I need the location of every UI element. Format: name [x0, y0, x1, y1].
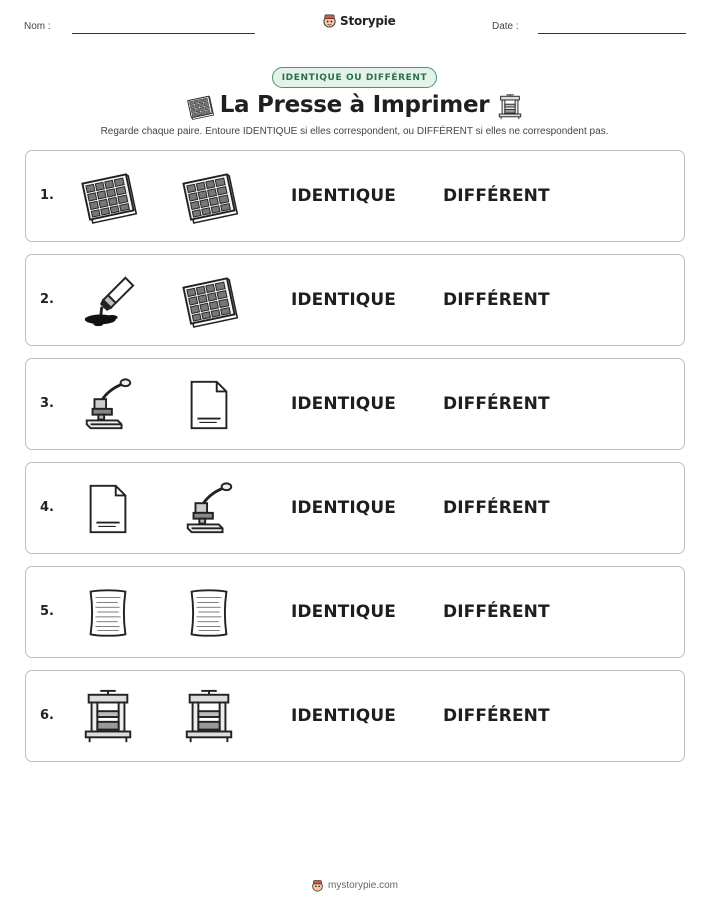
option-identique[interactable]: IDENTIQUE — [291, 186, 396, 206]
item-right-picture — [180, 481, 238, 537]
option-identique[interactable]: IDENTIQUE — [291, 290, 396, 310]
item-number: 6. — [40, 708, 54, 723]
item-row-1 — [25, 150, 685, 242]
title-row — [0, 90, 709, 126]
item-right-picture — [180, 273, 238, 329]
option-identique[interactable]: IDENTIQUE — [291, 498, 396, 518]
brand-logo — [322, 13, 396, 28]
option-identique[interactable]: IDENTIQUE — [291, 394, 396, 414]
item-row-5 — [25, 566, 685, 658]
item-left-picture — [79, 689, 137, 745]
instructions: Regarde chaque paire. Entoure IDENTIQUE si elles correspondent, ou DIFFÉRENT si elles ne correspondent pas. — [100, 126, 609, 137]
item-number: 4. — [40, 500, 54, 515]
paper-stack-icon — [79, 585, 137, 641]
option-different[interactable]: DIFFÉRENT — [443, 290, 550, 310]
item-number: 2. — [40, 292, 54, 307]
worksheet-type-badge: IDENTIQUE OU DIFFÉRENT — [272, 67, 437, 88]
item-left-picture — [79, 169, 137, 225]
item-number: 1. — [40, 188, 54, 203]
stamp-press-icon — [79, 377, 137, 433]
item-right-picture — [180, 585, 238, 641]
option-identique[interactable]: IDENTIQUE — [291, 602, 396, 622]
paper-sheet-icon — [79, 481, 137, 537]
storypie-mascot-icon — [322, 13, 337, 28]
paper-stack-icon — [180, 585, 238, 641]
item-number: 5. — [40, 604, 54, 619]
footer-site[interactable]: mystorypie.com — [327, 880, 398, 891]
item-row-2 — [25, 254, 685, 346]
stamp-press-icon — [180, 481, 238, 537]
option-different[interactable]: DIFFÉRENT — [443, 186, 550, 206]
option-different[interactable]: DIFFÉRENT — [443, 602, 550, 622]
type-tray-icon — [79, 169, 137, 225]
option-different[interactable]: DIFFÉRENT — [443, 706, 550, 726]
item-left-picture — [79, 481, 137, 537]
name-label: Nom : — [24, 21, 51, 32]
name-line[interactable] — [72, 33, 255, 34]
item-right-picture — [180, 689, 238, 745]
item-left-picture — [79, 585, 137, 641]
ink-tube-icon — [79, 273, 137, 329]
option-different[interactable]: DIFFÉRENT — [443, 498, 550, 518]
type-tray-icon — [180, 169, 238, 225]
item-left-picture — [79, 273, 137, 329]
printing-press-icon — [496, 93, 524, 121]
storypie-mascot-icon — [311, 879, 324, 892]
item-row-4 — [25, 462, 685, 554]
date-label: Date : — [492, 21, 519, 32]
option-identique[interactable]: IDENTIQUE — [291, 706, 396, 726]
item-row-3 — [25, 358, 685, 450]
printing-press-icon — [180, 689, 238, 745]
type-tray-icon — [180, 273, 238, 329]
option-different[interactable]: DIFFÉRENT — [443, 394, 550, 414]
page-title: La Presse à Imprimer — [219, 92, 490, 118]
item-left-picture — [79, 377, 137, 433]
item-right-picture — [180, 169, 238, 225]
brand-name: Storypie — [340, 13, 396, 28]
item-right-picture — [180, 377, 238, 433]
paper-sheet-icon — [180, 377, 238, 433]
item-number: 3. — [40, 396, 54, 411]
footer — [0, 879, 709, 892]
date-line[interactable] — [538, 33, 686, 34]
item-row-6 — [25, 670, 685, 762]
printing-press-icon — [79, 689, 137, 745]
